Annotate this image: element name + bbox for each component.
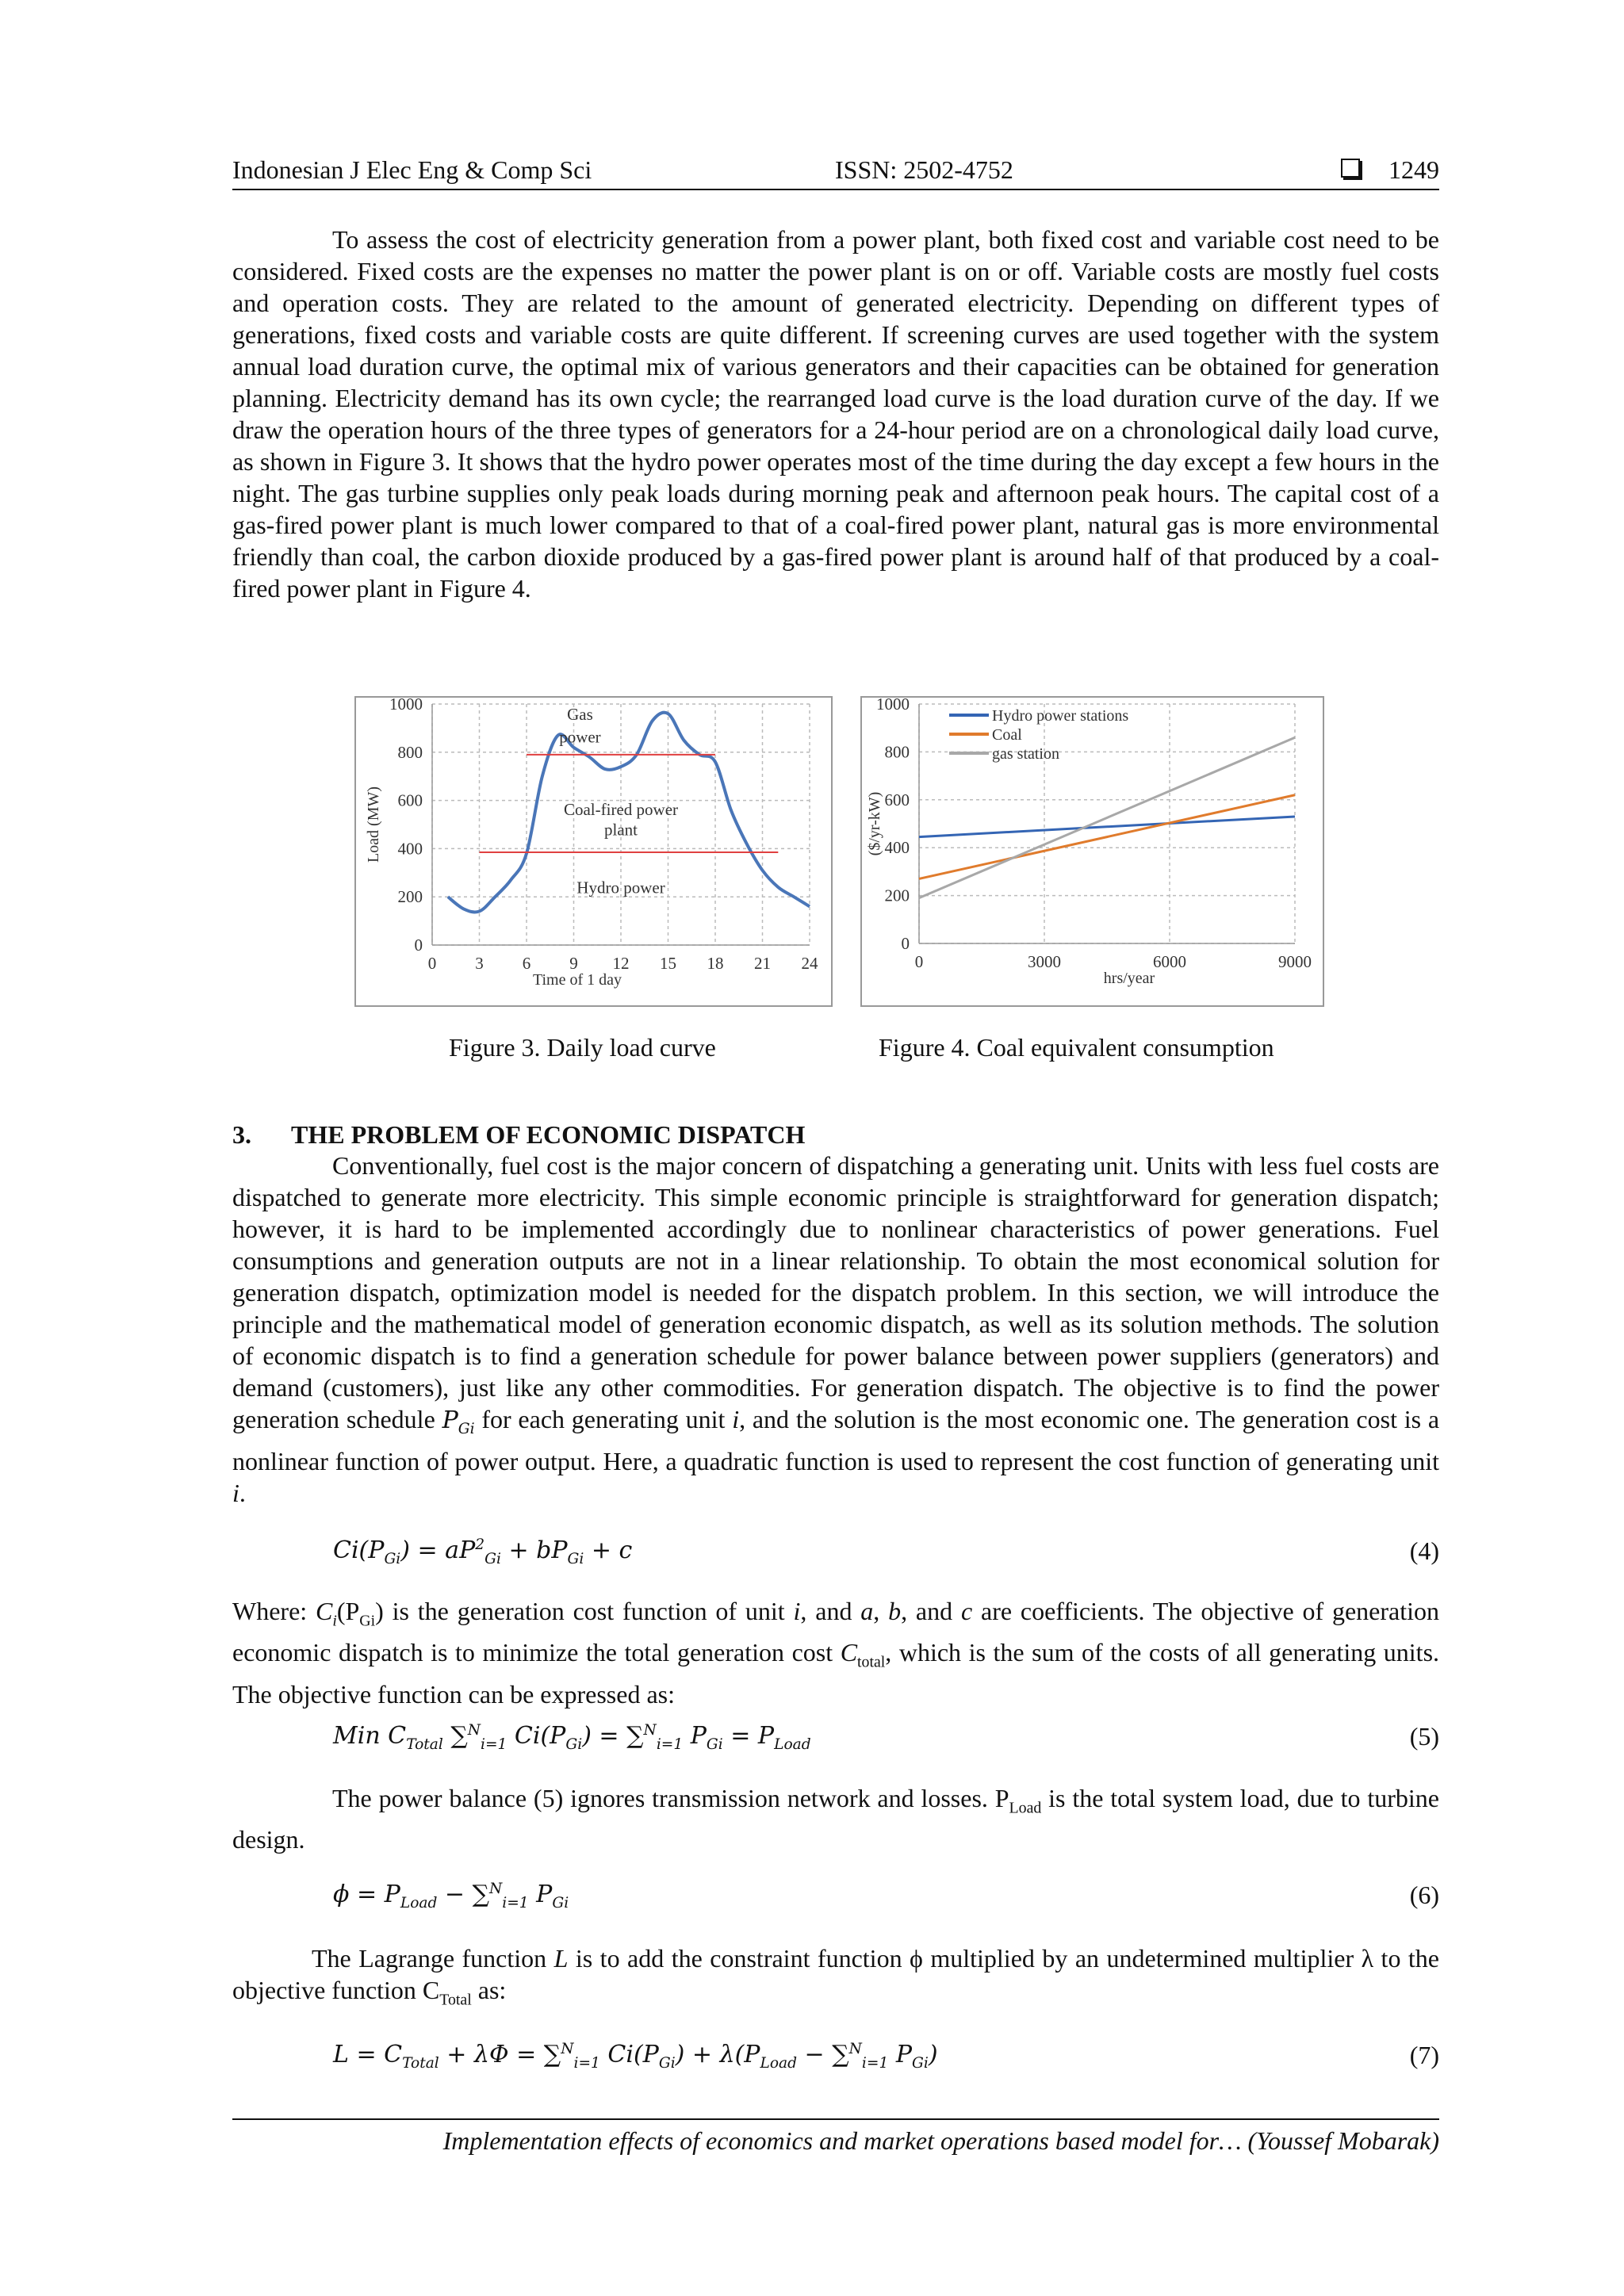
y-tick-label: 0 bbox=[414, 936, 423, 955]
x-tick-label: 9000 bbox=[1278, 952, 1312, 971]
section-heading bbox=[232, 1120, 805, 1150]
footer-rule bbox=[232, 2118, 1439, 2120]
annotation-hydro-power: Hydro power bbox=[576, 878, 665, 897]
series-line-gas-station bbox=[919, 737, 1295, 897]
y-tick-label: 1000 bbox=[876, 698, 910, 714]
x-tick-label: 0 bbox=[427, 954, 437, 973]
x-tick-label: 12 bbox=[612, 954, 630, 973]
equation-5 bbox=[333, 1722, 1439, 1753]
square-icon bbox=[1341, 159, 1360, 178]
issn: ISSN: 2502-4752 bbox=[835, 155, 1013, 184]
y-tick-label: 800 bbox=[884, 742, 910, 762]
eq6-number: (6) bbox=[1409, 1881, 1439, 1909]
section-title: THE PROBLEM OF ECONOMIC DISPATCH bbox=[291, 1120, 806, 1149]
x-tick-label: 3000 bbox=[1028, 952, 1061, 971]
legend-label: Hydro power stations bbox=[992, 707, 1129, 725]
series-line-hydro-power-stations bbox=[919, 817, 1295, 837]
paragraph-intro: To assess the cost of electricity generation from a power plant, both fixed cost and variable cost need to be considered. Fixed costs are the expenses no matter the power plant is on or off. Variable costs are mostly fuel costs and operation costs. They are related to the amount of generated electricity. Depending on different types of generations, fixed costs and variable costs are quite different. If screening curves are used together with the system annual load duration curve, the optimal mix of various generators and their capacities can be obtained for generation planning. Electricity demand has its own cycle; the rearranged load curve is the load duration curve of the day. If we draw the operation hours of the three types of generators for a 24-hour period are on a chronological daily load curve, as shown in Figure 3. It shows that the hydro power operates most of the time during the day except a few hours in the night. The gas turbine supplies only peak loads during morning peak and afternoon peak hours. The capital cost of a gas-fired power plant is much lower compared to that of a coal-fired power plant, natural gas is more environmental friendly than coal, the carbon dioxide produced by a gas-fired power plant is around half of that produced by a coal-fired power plant in Figure 4. bbox=[232, 225, 1439, 603]
y-axis-label: Load (MW) bbox=[365, 786, 382, 863]
y-tick-label: 800 bbox=[397, 742, 423, 762]
figure-3-caption: Figure 3. Daily load curve bbox=[449, 1033, 716, 1062]
fig4-chart bbox=[862, 698, 1323, 1005]
y-tick-label: 1000 bbox=[389, 698, 423, 714]
y-tick-label: 600 bbox=[884, 790, 910, 809]
series-line-coal bbox=[919, 795, 1295, 879]
legend-label: gas station bbox=[992, 745, 1059, 763]
x-tick-label: 0 bbox=[914, 952, 924, 971]
x-tick-label: 6000 bbox=[1153, 952, 1186, 971]
eq4-body: $Ci(P_{Gi}) = aP^2_{Gi} + bP_{Gi} + c$ bbox=[333, 1536, 633, 1567]
x-tick-label: 24 bbox=[801, 954, 818, 973]
figure-3-daily-load-curve bbox=[354, 696, 833, 1007]
equation-7 bbox=[333, 2041, 1439, 2072]
annotation-gas-power-line1: Gas bbox=[567, 704, 593, 724]
eq5-number: (5) bbox=[1409, 1722, 1439, 1751]
x-tick-label: 18 bbox=[707, 954, 724, 973]
paragraph-lagrange: The Lagrange function L is to add the constraint function ϕ multiplied by an undetermined multiplier λ to the objective function $C_{Total}$ as: bbox=[232, 1944, 1440, 2009]
header-rule bbox=[232, 189, 1439, 190]
x-tick-label: 21 bbox=[754, 954, 771, 973]
eq7-number: (7) bbox=[1409, 2041, 1439, 2069]
annotation-coal-line1: Coal-fired power bbox=[563, 799, 679, 819]
x-axis-label: hrs/year bbox=[1103, 970, 1155, 987]
legend-label: Coal bbox=[992, 726, 1022, 744]
eq4-number: (4) bbox=[1409, 1536, 1439, 1565]
annotation-gas-power-line2: power bbox=[559, 727, 601, 747]
journal-name: Indonesian J Elec Eng & Comp Sci bbox=[232, 155, 592, 184]
eq7-body: $L = C_{Total} + \lambda\Phi = \sum^N_{i=1}$ $Ci(P_{Gi}) + \lambda(P_{Load} - \sum^N_{i=1}$ $P_{Gi}$) bbox=[333, 2041, 938, 2072]
y-tick-label: 200 bbox=[397, 887, 423, 907]
x-tick-label: 6 bbox=[522, 954, 531, 973]
paragraph-economic-dispatch: Conventionally, fuel cost is the major concern of dispatching a generating unit. Units with less fuel costs are dispatched to generate more electricity. This simple economic principle is straightforward for generation dispatch; however, it is hard to be implemented accordingly due to nonlinear characteristics of power generations. Fuel consumptions and generation outputs are not in a linear relationship. To obtain the most economical solution for generation dispatch, optimization model is needed for the dispatch problem. In this section, we will introduce the principle and the mathematical model of generation economic dispatch, as well as its solution methods. The solution of economic dispatch is to find a generation schedule for power balance between power suppliers (generators) and demand (customers), just like any other commodities. For generation dispatch. The objective is to find the power generation schedule $P_{Gi}$ for each generating unit i, and the solution is the most economic one. The generation cost is a nonlinear function of power output. Here, a quadratic function is used to represent the cost function of generating unit i. bbox=[232, 1151, 1440, 1507]
figure-4-coal-equivalent bbox=[860, 696, 1324, 1007]
x-tick-label: 15 bbox=[660, 954, 676, 973]
equation-6 bbox=[333, 1881, 1439, 1911]
eq6-body: $\phi = P_{Load} - \sum^N_{i=1}$ $P_{Gi}$ bbox=[333, 1881, 569, 1911]
y-tick-label: 600 bbox=[397, 790, 423, 810]
x-tick-label: 3 bbox=[475, 954, 484, 973]
figure-4-caption: Figure 4. Coal equivalent consumption bbox=[879, 1033, 1274, 1062]
page-number: 1249 bbox=[1388, 155, 1439, 184]
y-tick-label: 200 bbox=[884, 886, 910, 905]
y-axis-label: ($/yr-kW) bbox=[866, 791, 883, 856]
paragraph-cost-function: Where: $C_i(P_{Gi})$ is the generation cost function of unit i, and a, b, and c are coefficients. The objective of generation economic dispatch is to minimize the total generation cost $C_{total}$, which is the sum of the costs of all generating units. The objective function can be expressed as: bbox=[232, 1597, 1440, 1709]
equation-4 bbox=[333, 1536, 1439, 1567]
annotation-coal-line2: plant bbox=[604, 820, 638, 840]
section-number: 3. bbox=[232, 1120, 251, 1149]
footer-title: Implementation effects of economics and market operations based model for… (Youssef Mobarak) bbox=[442, 2126, 1439, 2155]
running-header bbox=[232, 155, 1439, 190]
y-tick-label: 0 bbox=[901, 934, 910, 953]
fig3-chart bbox=[356, 698, 831, 1005]
eq5-body: Min $C_{Total}$ ∑$^N_{i=1}$ $Ci(P_{Gi}) = \sum^N_{i=1}$ $P_{Gi} = P_{Load}$ bbox=[333, 1722, 811, 1753]
x-tick-label: 9 bbox=[569, 954, 578, 973]
y-tick-label: 400 bbox=[397, 839, 423, 859]
paragraph-power-balance: The power balance (5) ignores transmission network and losses. $P_{Load}$ is the total system load, due to turbine design. bbox=[232, 1784, 1440, 1854]
x-axis-label: Time of 1 day bbox=[532, 971, 622, 989]
y-tick-label: 400 bbox=[884, 838, 910, 858]
